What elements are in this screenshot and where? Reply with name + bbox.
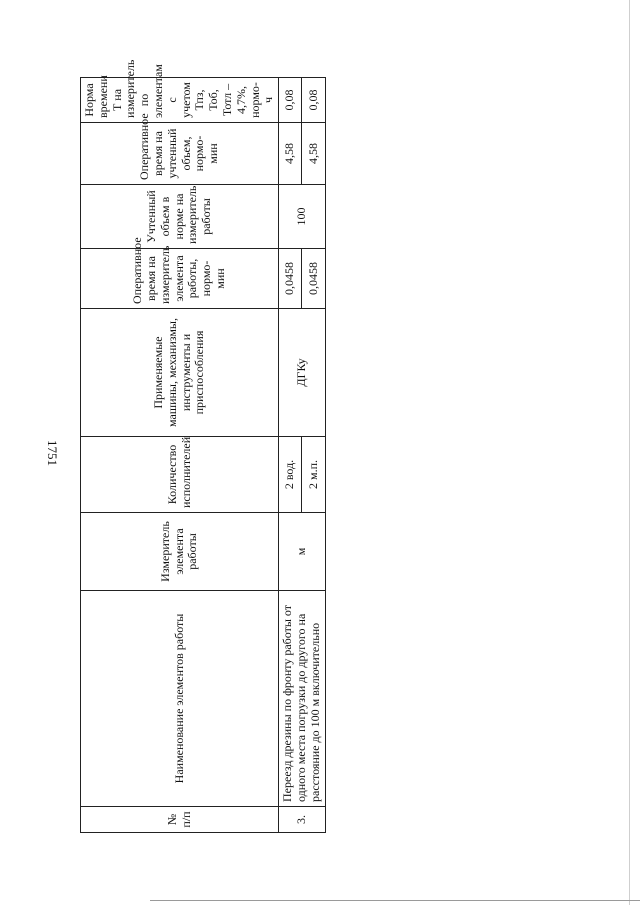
- row-volume: 100: [279, 185, 325, 249]
- header-norm: Норма времени Т на измеритель по элементам с учетом Тпз, Тоб, Тотл – 4,7%, нормо-ч: [81, 78, 279, 123]
- header-name: Наименование элементов работы: [81, 591, 279, 807]
- row-norm-2: 0,08: [302, 78, 325, 123]
- row-machines: ДГКу: [279, 309, 325, 437]
- table-wrapper: [80, 59, 322, 833]
- page-number: 1751: [45, 440, 60, 466]
- row-num: 3.: [279, 807, 325, 833]
- header-workers: Количество исполнителей: [81, 437, 279, 513]
- header-num: № п/п: [81, 807, 279, 833]
- row-workers-1: 2 вод.: [279, 437, 302, 513]
- norm-table: [80, 59, 326, 833]
- row-unit: м: [279, 513, 325, 591]
- row-op-time-1: 0,0458: [279, 249, 302, 309]
- row-workers-2: 2 м.п.: [302, 437, 325, 513]
- header-unit: Измеритель элемента работы: [81, 513, 279, 591]
- page-edge-bottom: [150, 900, 640, 901]
- header-op-time: Оперативное время на измеритель элемента работы, нормо-мин: [81, 249, 279, 309]
- page-edge-right: [629, 0, 630, 905]
- header-machines: Применяемые машины, механизмы, инструменты и приспособления: [81, 309, 279, 437]
- header-op-time-volume: Оперативное время на учтенный объем, нормо-мин: [81, 123, 279, 185]
- row-op-time-2: 0,0458: [302, 249, 325, 309]
- header-row: [81, 78, 279, 833]
- table-row: [279, 78, 302, 833]
- row-op-time-volume-1: 4,58: [279, 123, 302, 185]
- header-volume: Учтенный объем в норме на измеритель работы: [81, 185, 279, 249]
- row-norm-1: 0,08: [279, 78, 302, 123]
- rotated-table-container: [80, 59, 322, 833]
- row-name: Переезд дрезины по фронту работы от одного места погрузки до другого на расстояние до 100 м включительно: [279, 591, 325, 807]
- row-op-time-volume-2: 4,58: [302, 123, 325, 185]
